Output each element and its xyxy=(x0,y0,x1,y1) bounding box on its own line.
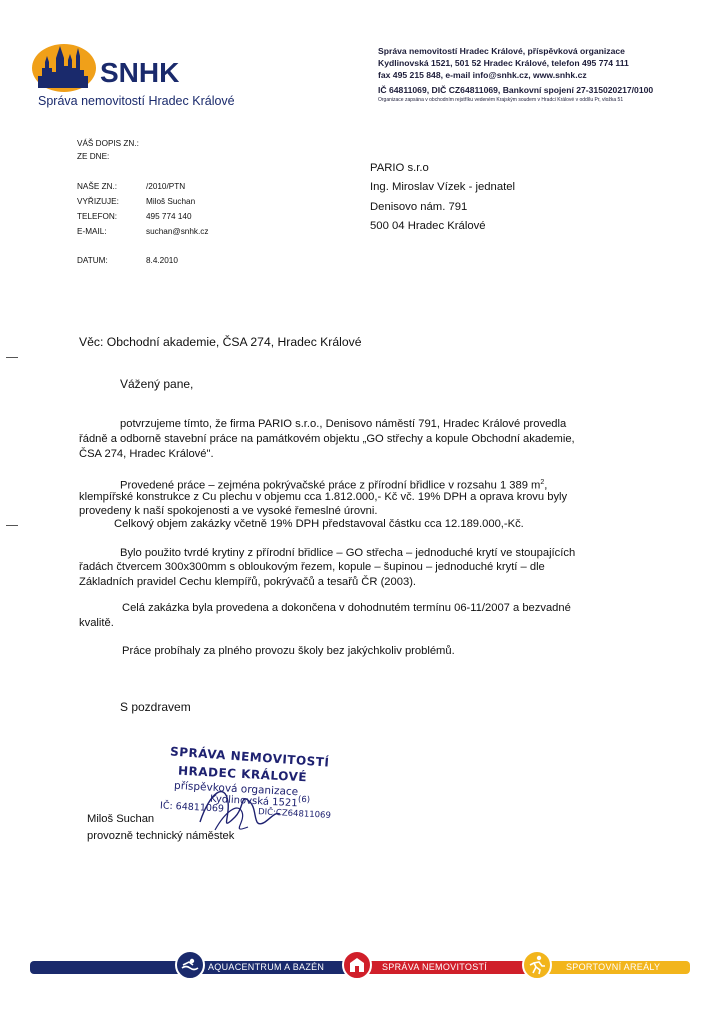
building-icon xyxy=(342,950,372,980)
body-line: řadách čtvercem 300x300mm s obloukovým řezem, kopule – šupinou – jednoduché krytí – dle xyxy=(79,561,545,573)
recipient-line: 500 04 Hradec Králové xyxy=(370,219,486,232)
body-line: řádně a odborně stavební práce na památkovém objektu „GO střechy a kopule Obchodní akademie, xyxy=(79,433,575,445)
ref-label: VÁŠ DOPIS ZN.: xyxy=(77,139,139,148)
stamp-number: (6) xyxy=(297,794,311,806)
footer-label-sprava: SPRÁVA NEMOVITOSTÍ xyxy=(382,962,488,972)
signer-name: Miloš Suchan xyxy=(87,813,155,825)
body-line: potvrzujeme tímto, že firma PARIO s.r.o., Denisovo náměstí 791, Hradec Králové provedla xyxy=(120,418,567,430)
signer-block xyxy=(87,811,234,845)
footer-segment-sprava xyxy=(350,961,530,974)
comma: , xyxy=(544,479,548,492)
body-line: ČSA 274, Hradec Králové". xyxy=(79,448,214,460)
header-line-1: Správa nemovitostí Hradec Králové, příspěvková organizace xyxy=(378,46,625,56)
footer-segment-sport xyxy=(530,961,690,974)
swimmer-icon xyxy=(175,950,205,980)
recipient-address xyxy=(370,159,515,236)
body-line: provedeny k naší spokojenosti a ve vysoké řemeslné úrovni. xyxy=(79,505,378,517)
logo-text: SNHK xyxy=(100,57,180,88)
stamp-line-5: IČ: 64811069 xyxy=(159,800,225,815)
header-registration: Organizace zapsána v obchodním rejstříku vedeném Krajským soudem v Hradci Králové v oddílu Pr, vložka 51 xyxy=(378,97,624,104)
runner-icon xyxy=(522,950,552,980)
body-line: kvalitě. xyxy=(79,617,114,629)
header-line-2: Kydlinovská 1521, 501 52 Hradec Králové, telefon 495 774 111 xyxy=(378,57,629,68)
ref-label: E-MAIL: xyxy=(77,227,107,236)
stamp-line-4: Kydlinovská 1521 xyxy=(209,793,298,810)
body-line: Práce probíhaly za plného provozu školy bez jakýchkoliv problémů. xyxy=(122,645,455,657)
ref-label: VYŘIZUJE: xyxy=(77,197,119,206)
footer-bar xyxy=(30,950,690,980)
body-line: Celá zakázka byla provedena a dokončena v dohodnutém termínu 06-11/2007 a bezvadné xyxy=(122,602,571,614)
stamp-line-1: SPRÁVA NEMOVITOSTÍ xyxy=(169,744,330,770)
ref-label: TELEFON: xyxy=(77,212,118,221)
closing: S pozdravem xyxy=(120,700,191,714)
body-line: Základních pravidel Cechu klempířů, pokrývačů a tesařů ČR (2003). xyxy=(79,576,417,588)
fold-mark-top xyxy=(6,357,18,358)
snhk-logo-icon xyxy=(30,38,230,94)
stamp-line-3: příspěvková organizace xyxy=(173,779,299,799)
ref-value: /2010/PTN xyxy=(146,182,186,191)
logo-subtitle: Správa nemovitostí Hradec Králové xyxy=(38,94,235,108)
ref-value: 495 774 140 xyxy=(146,212,192,221)
ref-label: ZE DNE: xyxy=(77,152,110,161)
ref-label: DATUM: xyxy=(77,256,108,265)
subject-line: Věc: Obchodní akademie, ČSA 274, Hradec Králové xyxy=(79,335,362,349)
recipient-line: PARIO s.r.o xyxy=(370,162,429,174)
fold-mark-bottom xyxy=(6,525,18,526)
superscript: 2 xyxy=(540,479,545,486)
header-line-4: IČ 64811069, DIČ CZ64811069, Bankovní spojení 27-315020217/0100 xyxy=(378,85,654,96)
footer-label-sport: SPORTOVNÍ AREÁLY xyxy=(566,962,661,972)
header-contact xyxy=(378,46,653,103)
stamp-line-2: HRADEC KRÁLOVÉ xyxy=(177,763,308,785)
header-line-3: fax 495 215 848, e-mail info@snhk.cz, www.snhk.cz xyxy=(378,69,587,80)
stamp-line-6: DIČ:CZ64811069 xyxy=(257,807,332,821)
ref-label: NAŠE ZN.: xyxy=(77,182,118,191)
body-line-text: Provedené práce – zejména pokrývačské práce z přírodní břidlice v rozsahu 1 389 m xyxy=(120,479,541,492)
ref-value: Miloš Suchan xyxy=(146,197,196,206)
body-line: Celkový objem zakázky včetně 19% DPH představoval částku cca 12.189.000,-Kč. xyxy=(114,518,524,530)
recipient-line: Ing. Miroslav Vízek - jednatel xyxy=(370,181,516,194)
recipient-line: Denisovo nám. 791 xyxy=(370,200,468,213)
ref-value: 8.4.2010 xyxy=(146,256,178,265)
signer-role: provozně technický náměstek xyxy=(87,830,235,842)
greeting: Vážený pane, xyxy=(120,377,194,391)
body-line: Bylo použito tvrdé krytiny z přírodní břidlice – GO střecha – jednoduché krytí ve stoupajících xyxy=(120,547,576,559)
footer-label-aquacentrum: AQUACENTRUM A BAZÉN xyxy=(208,962,325,972)
ref-value: suchan@snhk.cz xyxy=(146,227,209,236)
body-line: klempířské konstrukce z Cu plechu v objemu cca 1.812.000,- Kč vč. 19% DPH a oprava krovu byly xyxy=(79,491,568,503)
